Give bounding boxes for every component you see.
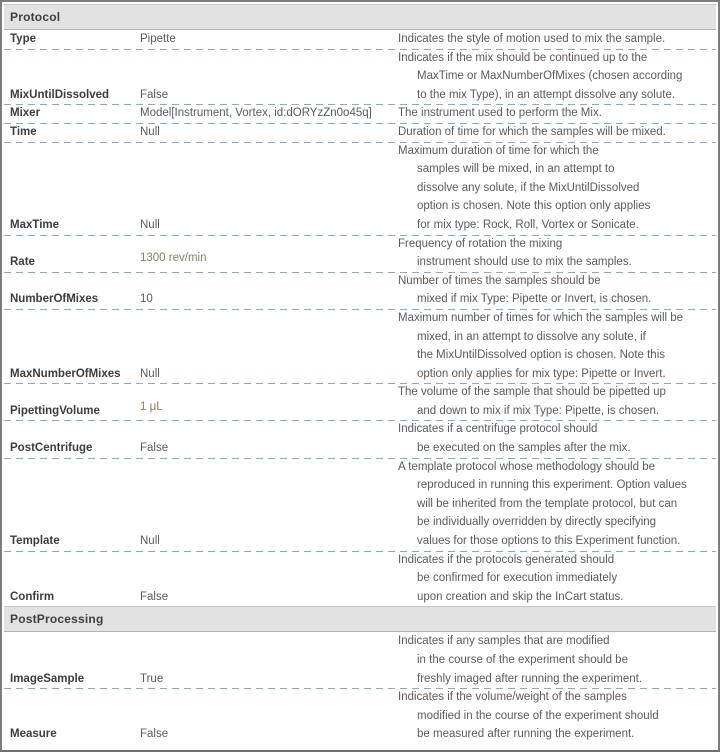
section-title: Protocol — [10, 10, 61, 24]
option-description: Maximum number of times for which the samples will be mixed, in an attempt to dissolve any solute, if the MixUntilDissolved option is chosen. Note this option only applies for mix type: Pipette or Invert. — [398, 311, 684, 380]
option-value: 10 — [140, 293, 153, 306]
option-description: The instrument used to perform the Mix. — [398, 107, 602, 120]
option-name: Mixer — [10, 107, 41, 120]
option-section — [4, 4, 716, 606]
option-description: Duration of time for which the samples will be mixed. — [398, 125, 666, 138]
option-description: A template protocol whose methodology should be reproduced in running this experiment. Option values will be inherited from the template protocol, but can be individually overridden by directly specifying values for those options to this Experiment function. — [398, 460, 687, 548]
option-value: Null — [140, 535, 160, 548]
option-row — [4, 383, 716, 420]
option-row — [4, 420, 716, 457]
option-name: MixUntilDissolved — [10, 88, 110, 101]
option-row — [4, 235, 716, 272]
option-description: Indicates the style of motion used to mix the sample. — [398, 33, 666, 45]
option-name: Measure — [10, 728, 57, 741]
option-description: Indicates if the volume/weight of the samples modified in the course of the experiment should be measured after running the experiment. — [398, 691, 659, 741]
option-name: ImageSample — [10, 672, 85, 685]
option-description: Number of times the samples should be mixed if mix Type: Pipette or Invert, is chosen. — [398, 274, 652, 306]
section-rows — [4, 632, 716, 744]
option-row — [4, 49, 716, 105]
option-name: Type — [10, 33, 36, 45]
option-description: Indicates if a centrifuge protocol should be executed on the samples after the mix. — [398, 423, 631, 455]
option-row — [4, 272, 716, 309]
option-name: PostCentrifuge — [10, 442, 93, 455]
option-row — [4, 688, 716, 744]
option-row — [4, 551, 716, 607]
option-name: MaxTime — [10, 218, 60, 231]
option-row — [4, 309, 716, 383]
option-value: 1 μL — [140, 400, 163, 413]
option-name: MaxNumberOfMixes — [10, 367, 121, 380]
option-row — [4, 632, 716, 688]
option-value: False — [140, 590, 169, 603]
option-name: Template — [10, 535, 60, 548]
option-description: Frequency of rotation the mixing instrument should use to mix the samples. — [398, 237, 632, 269]
option-value: False — [140, 88, 169, 101]
option-value: True — [140, 672, 164, 685]
option-row — [4, 104, 716, 123]
option-value: Pipette — [140, 33, 176, 45]
section-header — [4, 4, 716, 30]
option-value: Null — [140, 218, 160, 231]
option-description: Indicates if the protocols generated should be confirmed for execution immediately upon creation and skip the InCart status. — [398, 553, 624, 603]
option-value: Null — [140, 367, 160, 380]
option-description: Maximum duration of time for which the samples will be mixed, in an attempt to dissolve any solute, if the MixUntilDissolved option is chosen. Note this option only applies for mix type: Rock, Roll, Vortex or Sonicate. — [398, 144, 651, 231]
option-row — [4, 30, 716, 49]
option-value: 1300 rev/min — [140, 252, 207, 265]
option-value: False — [140, 728, 169, 741]
section-title: PostProcessing — [10, 612, 104, 627]
option-name: Rate — [10, 256, 35, 269]
option-name: Time — [10, 125, 37, 138]
option-name: PipettingVolume — [10, 404, 100, 417]
section-header — [4, 606, 716, 632]
option-value: Model[Instrument, Vortex, id:dORYzZn0o45q] — [140, 107, 372, 120]
option-section — [4, 606, 716, 744]
option-description: Indicates if any samples that are modified in the course of the experiment should be freshly imaged after running the experiment. — [398, 635, 643, 685]
option-row — [4, 458, 716, 551]
option-description: The volume of the sample that should be pipetted up and down to mix if mix Type: Pipette, is chosen. — [398, 386, 666, 417]
option-value: False — [140, 442, 169, 455]
option-name: NumberOfMixes — [10, 293, 99, 306]
option-row — [4, 123, 716, 142]
option-value: Null — [140, 125, 160, 138]
section-rows — [4, 30, 716, 606]
option-description: Indicates if the mix should be continued up to the MaxTime or MaxNumberOfMixes (chosen according to the mix Type), in an attempt dissolve any solute. — [398, 51, 683, 101]
option-row — [4, 142, 716, 235]
option-name: Confirm — [10, 590, 55, 603]
